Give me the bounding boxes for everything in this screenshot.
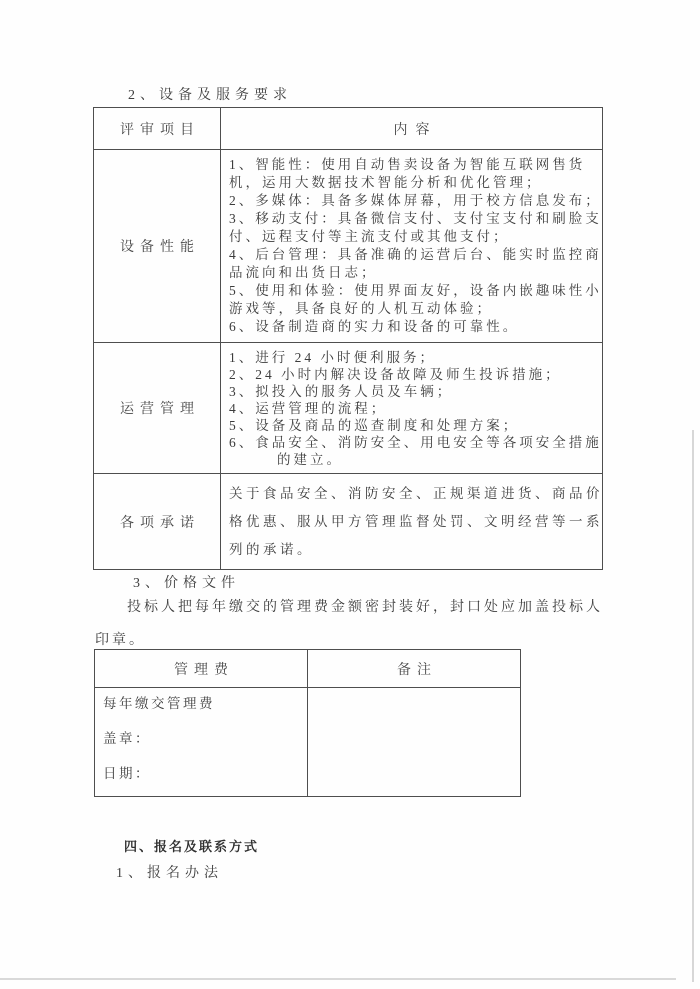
content-line: 1、进行 24 小时便利服务；	[229, 350, 436, 365]
scan-edge-vertical-line	[692, 430, 694, 982]
content-line: 5、设备及商品的巡查制度和处理方案；	[229, 418, 520, 433]
content-line: 3、移动支付：具备微信支付、支付宝支付和刷脸支	[229, 211, 602, 226]
commitments-content	[221, 474, 607, 569]
scan-edge-bottom-line	[0, 978, 676, 980]
content-line: 列的承诺。	[229, 542, 314, 557]
content-column-header: 内容	[393, 122, 438, 138]
equipment-performance-content	[221, 150, 606, 342]
paragraph-line: 印章。	[95, 633, 146, 648]
fee-line-seal: 盖章：	[103, 731, 151, 746]
section-heading-equipment-service: 2、设备及服务要求	[128, 88, 292, 103]
content-line: 游戏等，具备良好的人机互动体验；	[229, 301, 493, 316]
review-criteria-table	[93, 107, 603, 570]
content-line: 格优惠、服从甲方管理监督处罚、文明经营等一系	[229, 514, 603, 529]
row-label-equipment-performance: 设备性能	[94, 150, 221, 342]
row-label-operations-management: 运营管理	[94, 343, 221, 473]
fee-table-body-row	[95, 687, 520, 796]
fee-line-annual: 每年缴交管理费	[103, 696, 215, 711]
content-line: 机，运用大数据技术智能分析和优化管理；	[229, 175, 543, 190]
section-heading-price-document: 3、价格文件	[133, 576, 240, 591]
content-line: 付、远程支付等主流支付或其他支付；	[229, 229, 510, 244]
table-row-equipment-performance	[94, 149, 602, 342]
content-line: 4、运营管理的流程；	[229, 401, 388, 416]
content-line: 3、拟投入的服务人员及车辆；	[229, 384, 454, 399]
content-line: 关于食品安全、消防安全、正规渠道进货、商品价	[229, 486, 603, 501]
fee-line-date: 日期：	[103, 766, 151, 781]
sub-heading-registration-method: 1、报名办法	[116, 866, 223, 881]
remark-cell	[307, 688, 520, 796]
paragraph-line: 投标人把每年缴交的管理费金额密封装好，封口处应加盖投标人	[127, 600, 603, 615]
price-paragraph	[95, 596, 603, 649]
content-line: 的建立。	[277, 452, 343, 467]
fee-column-header: 管理费	[174, 662, 234, 678]
content-line: 6、设备制造商的实力和设备的可靠性。	[229, 319, 520, 334]
content-line: 2、24 小时内解决设备故障及师生投诉措施；	[229, 367, 562, 382]
section-heading-registration-contact: 四、报名及联系方式	[124, 839, 260, 854]
fee-table-header-row	[95, 650, 520, 687]
review-item-column-header: 评审项目	[94, 108, 221, 149]
table-row-commitments	[94, 473, 602, 569]
content-line: 1、智能性：使用自动售卖设备为智能互联网售货	[229, 157, 586, 172]
content-line: 品流向和出货日志；	[229, 265, 378, 280]
content-line: 4、后台管理：具备准确的运营后台、能实时监控商	[229, 247, 602, 262]
remark-column-header: 备注	[307, 650, 520, 687]
content-line: 2、多媒体：具备多媒体屏幕，用于校方信息发布；	[229, 193, 602, 208]
fee-entry-cell	[95, 688, 307, 796]
review-table-header-row	[94, 108, 602, 149]
table-row-operations-management	[94, 342, 602, 473]
operations-management-content	[221, 343, 606, 473]
content-line: 6、食品安全、消防安全、用电安全等各项安全措施	[229, 435, 602, 450]
content-line: 5、使用和体验：使用界面友好，设备内嵌趣味性小	[229, 283, 602, 298]
row-label-commitments: 各项承诺	[94, 474, 221, 569]
management-fee-table	[94, 649, 521, 797]
